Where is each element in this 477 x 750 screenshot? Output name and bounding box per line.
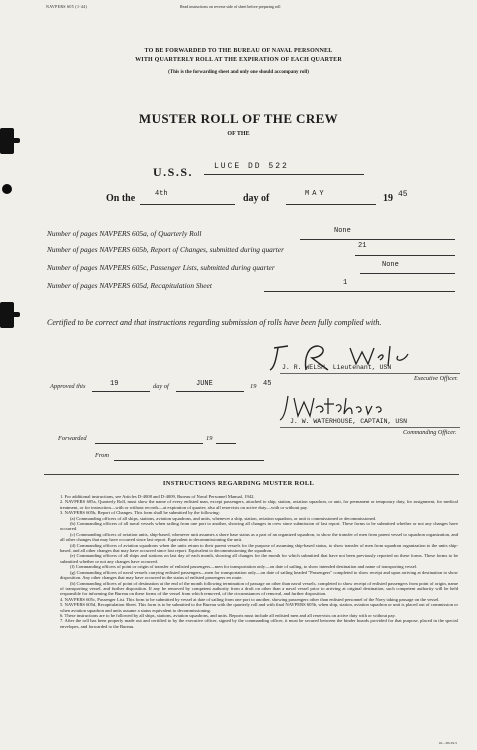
pages-row-value: None bbox=[382, 261, 399, 269]
year-prefix: 19 bbox=[383, 193, 393, 204]
pages-row-line bbox=[264, 280, 455, 292]
forward-line-1: TO BE FORWARDED TO THE BUREAU OF NAVAL PERSONNEL bbox=[144, 48, 333, 54]
approved-year-prefix: 19 bbox=[250, 383, 257, 390]
pages-row-value: 21 bbox=[358, 242, 367, 250]
binder-mark-bottom-bar bbox=[0, 312, 20, 317]
forwarded-year-line bbox=[216, 433, 236, 444]
executive-line bbox=[280, 373, 460, 374]
approved-day-line bbox=[92, 381, 150, 392]
on-the-label: On the bbox=[106, 193, 136, 204]
approved-label: Approved this bbox=[50, 383, 86, 390]
form-number: NAVPERS 605 (1-44) bbox=[46, 4, 88, 9]
forwarded-label: Forwarded bbox=[58, 435, 87, 442]
pages-row-line bbox=[360, 262, 455, 274]
binder-mark-top-bar bbox=[0, 138, 20, 143]
instruction-item: (f) Commanding officers of point or origin of transfer of enlisted passengers—men for transportation only—on date of sailing, to show intended destination and name of transporting vessel. bbox=[70, 564, 418, 570]
instruction-item: (b) Commanding officers of all naval vessels when sailing from one port to another, showing all changes in crew since submission of last report. These forms to be submitted whether or not any changes have occurred. bbox=[60, 521, 458, 532]
month-value: MAY bbox=[305, 190, 327, 198]
footer-code: 16—30119-5 bbox=[438, 741, 457, 745]
instruction-item: 1. For additional instructions, see Articles D-4008 and D-4009, Bureau of Naval Personnel Manual, 1942. bbox=[60, 494, 255, 499]
ship-prefix: U.S.S. bbox=[153, 165, 194, 179]
instruction-item: 6. These instructions are to be followed by all ships, stations, aviation squadrons, and units. Reports must include all enlisted men and all reservists on active duty with or without pay. bbox=[60, 612, 396, 618]
instruction-item: (g) Commanding officers of naval vessels carrying enlisted passengers—men for transportation only—on date of sailing headed "Passengers" completed to show receipt and upon arriving at destination to show disposition. Any other changes that may have occurred in the status of enlisted passengers en route. bbox=[60, 569, 458, 581]
executive-typed-name: J. R. WELSH, Lieutenant, USN bbox=[282, 364, 392, 371]
forwarded-year-prefix: 19 bbox=[206, 435, 213, 442]
page-title: MUSTER ROLL OF THE CREW bbox=[138, 111, 339, 126]
pages-row-label: Number of pages NAVPERS 605b, Report of Changes, submitted during quarter bbox=[47, 245, 284, 254]
from-label: From bbox=[95, 452, 109, 459]
approved-month: JUNE bbox=[196, 380, 213, 388]
section-divider bbox=[44, 474, 459, 475]
approved-year: 45 bbox=[263, 380, 272, 388]
pages-row-label: Number of pages NAVPERS 605c, Passenger Lists, submitted during quarter bbox=[47, 263, 275, 272]
instruction-item: 2. NAVPERS 605a, Quarterly Roll, must show the name of every enlisted man, except passengers, attached to ship, station, aviation squadron, or unit, for permanent or temporary duty, for assignment, for medical treatment, or for instruction—with or without records—at expiration of quarter; also all reservists on active duty—with or without pay. bbox=[60, 499, 458, 510]
instruction-item: 4. NAVPERS 605c, Passenger List. This form to be submitted by vessel at date of sailing from one port to another, showing passengers other than enlisted personnel of the Navy taking passage on the vessel. bbox=[60, 596, 440, 602]
approved-day-of-label: day of bbox=[153, 383, 169, 390]
instructions-body bbox=[60, 494, 458, 629]
top-instruction: Read instructions on reverse side of sheet before preparing roll bbox=[180, 4, 281, 9]
approved-day: 19 bbox=[110, 380, 119, 388]
commanding-title: Commanding Officer. bbox=[403, 429, 457, 436]
pages-row-line bbox=[355, 244, 455, 256]
forwarded-line bbox=[95, 433, 203, 444]
pages-row-label: Number of pages NAVPERS 605a, of Quarterly Roll bbox=[47, 229, 202, 238]
instruction-item: (a) Commanding officers of all ships, stations, aviation squadrons, and units, whenever a ship, station, aviation squadron, or unit is commissioned or decommissioned. bbox=[70, 515, 377, 521]
pages-row-value: 1 bbox=[343, 279, 348, 287]
day-value: 4th bbox=[155, 190, 168, 198]
forward-note: (This is the forwarding sheet and only one should accompany roll) bbox=[168, 70, 309, 75]
pages-row-value: None bbox=[334, 227, 351, 235]
instruction-item: (d) Commanding officers of aviation squadrons when the units return to their parent vessels for the purpose of assuming ship-based status, to show transfer of men from squadron organization to the units ship-based, and all other changes that may have occurred since last report. Equivalent to decommissioning the squadron. bbox=[60, 542, 458, 554]
instructions-heading: INSTRUCTIONS REGARDING MUSTER ROLL bbox=[162, 480, 315, 487]
commanding-typed-name: J. W. WATERHOUSE, CAPTAIN, USN bbox=[290, 418, 408, 425]
instruction-item: 7. After the roll has been properly made out and certified to by the executive officer, signed by the commanding officer, it must be secured between the binder boards provided for that purpose, placed in the special envelopes, and forwarded to the Bureau. bbox=[60, 618, 458, 629]
instruction-item: (e) Commanding officers of all ships and stations on last day of each month, showing all changes for the month for which submitted that have not been previously reported on these forms. These forms to be submitted whether or not any changes have occurred. bbox=[60, 553, 458, 564]
forward-line-2: WITH QUARTERLY ROLL AT THE EXPIRATION OF EACH QUARTER bbox=[135, 57, 342, 63]
pages-row-line bbox=[300, 228, 455, 240]
executive-title: Executive Officer. bbox=[414, 375, 458, 382]
ship-name-field: LUCE DD 522 bbox=[204, 160, 364, 175]
certification-text: Certified to be correct and that instructions regarding submission of rolls have been fully complied with. bbox=[47, 318, 382, 327]
commanding-line bbox=[280, 427, 460, 428]
instruction-item: 3. NAVPERS 605b, Report of Changes. This form shall be submitted by the following: bbox=[60, 510, 220, 516]
of-the-label: OF THE bbox=[227, 131, 250, 137]
day-of-label: day of bbox=[243, 193, 270, 204]
month-line bbox=[286, 193, 376, 205]
instruction-item: (h) Commanding officers of point of destination at the end of the month following termination of passage on other than naval vessels, completed to show receipt of enlisted passengers from point of origin, name of transporting vessel, and further disposition. If any be removed by competent authority from a draft on other than a naval vessel prior to arriving at original destination, such competent authority will be held responsible for informing the Bureau on these forms of the vessel from which removed, of the circumstances of removal, and further disposition. bbox=[60, 580, 458, 597]
from-line bbox=[114, 450, 264, 461]
pages-row-label: Number of pages NAVPERS 605d, Recapitulation Sheet bbox=[47, 281, 212, 290]
year-value: 45 bbox=[398, 190, 408, 199]
instruction-item: (c) Commanding officers of aviation units, ship-based, whenever unit assumes a shore base status as a part of an organized squadron, to show the transfer of men from parent vessel to squadron organization, and all other changes that may have occurred since last report. Equivalent to decommissioning the unit. bbox=[60, 531, 458, 543]
instruction-item: 5. NAVPERS 605d, Recapitulation Sheet. This form is to be submitted to the Bureau with the quarterly roll and with final NAVPERS 605b, when ship, station, aviation squadron or unit is placed out of commission or when aviation squadron and units assume a status equivalent to decommissioning. bbox=[60, 602, 458, 613]
binder-hole bbox=[2, 184, 12, 194]
